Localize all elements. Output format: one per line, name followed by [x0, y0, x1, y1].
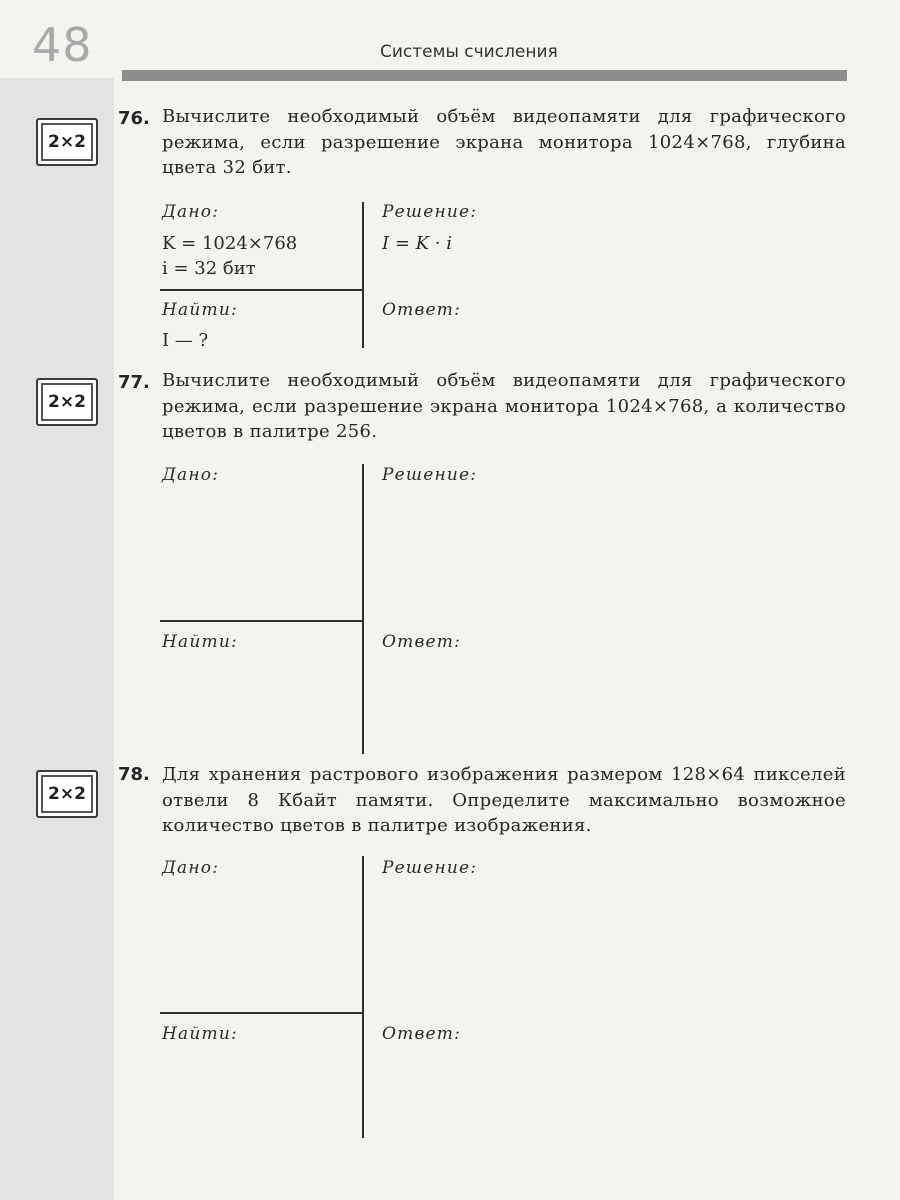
running-title: Системы счисления [380, 42, 558, 62]
difficulty-badge: 2×2 [36, 770, 98, 818]
column-divider [362, 856, 364, 1138]
solution-label: Решение: [382, 858, 478, 878]
task-number: 77. [118, 372, 150, 393]
margin-strip [0, 78, 114, 1200]
given-label: Дано: [162, 858, 220, 878]
given-find-divider [160, 289, 364, 291]
task-text: Вычислите необходимый объём видеопамяти для графического режима, если разрешение экрана монитора 1024×768, глубина цвета 32 бит. [162, 106, 846, 178]
column-divider [362, 464, 364, 754]
task-text: Для хранения растрового изображения размером 128×64 пикселей отвели 8 Кбайт памяти. Определите максимально возможное количество цветов в палитре изображения. [162, 764, 846, 836]
difficulty-badge: 2×2 [36, 118, 98, 166]
given-line: K = 1024×768 [162, 233, 298, 254]
solution-label: Решение: [382, 202, 478, 222]
task-number: 76. [118, 108, 150, 129]
find-label: Найти: [162, 1024, 238, 1044]
answer-label: Ответ: [382, 632, 462, 652]
find-value: I — ? [162, 330, 209, 351]
answer-label: Ответ: [382, 300, 462, 320]
given-find-divider [160, 1012, 364, 1014]
given-line: i = 32 бит [162, 258, 256, 279]
column-divider [362, 202, 364, 348]
task-text: Вычислите необходимый объём видеопамяти для графического режима, если разрешение экрана монитора 1024×768, а количество цветов в палитре 256. [162, 370, 846, 442]
task-number: 78. [118, 764, 150, 785]
page-number: 48 [32, 18, 93, 72]
difficulty-badge: 2×2 [36, 378, 98, 426]
find-label: Найти: [162, 300, 238, 320]
given-find-divider [160, 620, 364, 622]
solution-label: Решение: [382, 465, 478, 485]
given-label: Дано: [162, 202, 220, 222]
find-label: Найти: [162, 632, 238, 652]
header-rule [122, 70, 847, 81]
answer-label: Ответ: [382, 1024, 462, 1044]
solution-formula: I = K · i [382, 233, 453, 254]
given-label: Дано: [162, 465, 220, 485]
